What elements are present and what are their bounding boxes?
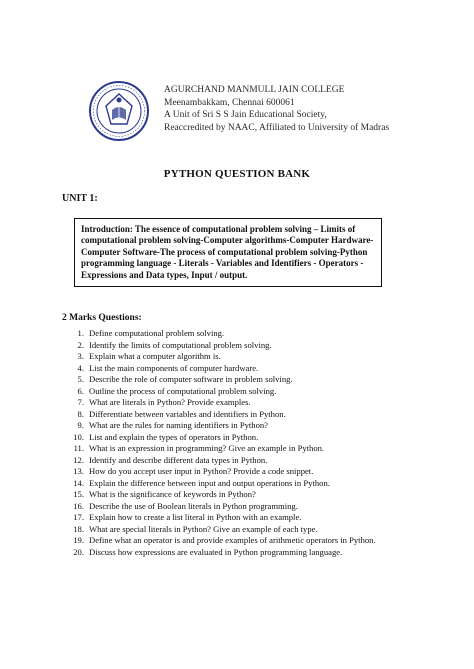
question-number: 7. xyxy=(77,397,84,407)
question-number: 13. xyxy=(73,466,84,476)
question-number: 17. xyxy=(73,512,84,522)
question-number: 10. xyxy=(73,431,84,442)
question-number: 4. xyxy=(77,362,84,373)
question-text: Identify the limits of computational problem solving. xyxy=(89,339,272,350)
college-details xyxy=(164,84,414,134)
question-text: Describe the role of computer software in problem solving. xyxy=(89,374,293,384)
question-number: 2. xyxy=(77,339,84,350)
document-title: PYTHON QUESTION BANK xyxy=(163,168,311,180)
question-text: Explain what a computer algorithm is. xyxy=(89,351,221,361)
question-text: Differentiate between variables and identifiers in Python. xyxy=(89,408,286,419)
question-item xyxy=(62,466,462,478)
question-item xyxy=(62,374,462,386)
question-item xyxy=(62,455,462,467)
question-item xyxy=(62,489,462,501)
college-accreditation: Reaccredited by NAAC, Affiliated to University of Madras xyxy=(164,122,390,133)
college-name: AGURCHAND MANMULL JAIN COLLEGE xyxy=(164,85,345,95)
question-number: 16. xyxy=(73,500,84,511)
question-number: 18. xyxy=(73,523,84,534)
question-item xyxy=(62,547,462,559)
question-number: 1. xyxy=(77,328,84,338)
question-text: Describe the use of Boolean literals in Python programming. xyxy=(89,500,298,511)
question-item xyxy=(62,386,462,398)
unit-heading: UNIT 1: xyxy=(62,193,98,204)
question-text: Outline the process of computational problem solving. xyxy=(89,385,277,396)
question-text: Define computational problem solving. xyxy=(89,328,225,338)
question-text: Define what an operator is and provide examples of arithmetic operators in Python. xyxy=(89,535,376,545)
question-text: What are special literals in Python? Give an example of each type. xyxy=(89,523,318,534)
question-item xyxy=(62,512,462,524)
question-text: What are the rules for naming identifiers in Python? xyxy=(89,420,268,430)
question-item xyxy=(62,409,462,421)
question-text: How do you accept user input in Python? Provide a code snippet. xyxy=(89,466,314,476)
college-address: Meenambakkam, Chennai 600061 xyxy=(164,97,295,108)
question-text: List and explain the types of operators in Python. xyxy=(89,431,259,442)
college-emblem-icon xyxy=(88,80,150,142)
question-item xyxy=(62,340,462,352)
question-number: 5. xyxy=(77,374,84,384)
question-item xyxy=(62,328,462,340)
question-item xyxy=(62,524,462,536)
question-text: What is the significance of keywords in Python? xyxy=(89,489,256,499)
question-item xyxy=(62,478,462,490)
college-society: A Unit of Sri S S Jain Educational Society, xyxy=(164,110,327,121)
syllabus-intro-box: Introduction: The essence of computational problem solving – Limits of computational problem solving-Computer algorithms-Computer Hardware-Computer Software-The process of computational problem solving-Python programming language - Literals - Variables and Identifiers - Operators - Expressions and Data types, Input / output. xyxy=(74,218,382,287)
question-text: Explain how to create a list literal in Python with an example. xyxy=(89,512,302,522)
question-number: 15. xyxy=(73,489,84,499)
question-item xyxy=(62,420,462,432)
question-item xyxy=(62,363,462,375)
question-item xyxy=(62,535,462,547)
question-number: 3. xyxy=(77,351,84,361)
question-item xyxy=(62,443,462,455)
question-number: 9. xyxy=(77,420,84,430)
question-item xyxy=(62,432,462,444)
question-item xyxy=(62,351,462,363)
question-text: Identify and describe different data types in Python. xyxy=(89,454,268,465)
marks-heading: 2 Marks Questions: xyxy=(62,313,142,323)
question-text: What is an expression in programming? Give an example in Python. xyxy=(89,443,325,453)
question-number: 19. xyxy=(73,535,84,545)
question-number: 8. xyxy=(77,408,84,419)
question-list xyxy=(62,328,462,558)
question-text: Explain the difference between input and output operations in Python. xyxy=(89,477,330,488)
question-item xyxy=(62,397,462,409)
question-number: 6. xyxy=(77,385,84,396)
question-number: 12. xyxy=(73,454,84,465)
question-number: 14. xyxy=(73,477,84,488)
question-text: List the main components of computer hardware. xyxy=(89,362,259,373)
question-number: 11. xyxy=(73,443,84,453)
question-number: 20. xyxy=(73,546,84,557)
college-header xyxy=(88,80,388,142)
question-text: What are literals in Python? Provide examples. xyxy=(89,397,251,407)
question-item xyxy=(62,501,462,513)
question-text: Discuss how expressions are evaluated in Python programming language. xyxy=(89,546,343,557)
